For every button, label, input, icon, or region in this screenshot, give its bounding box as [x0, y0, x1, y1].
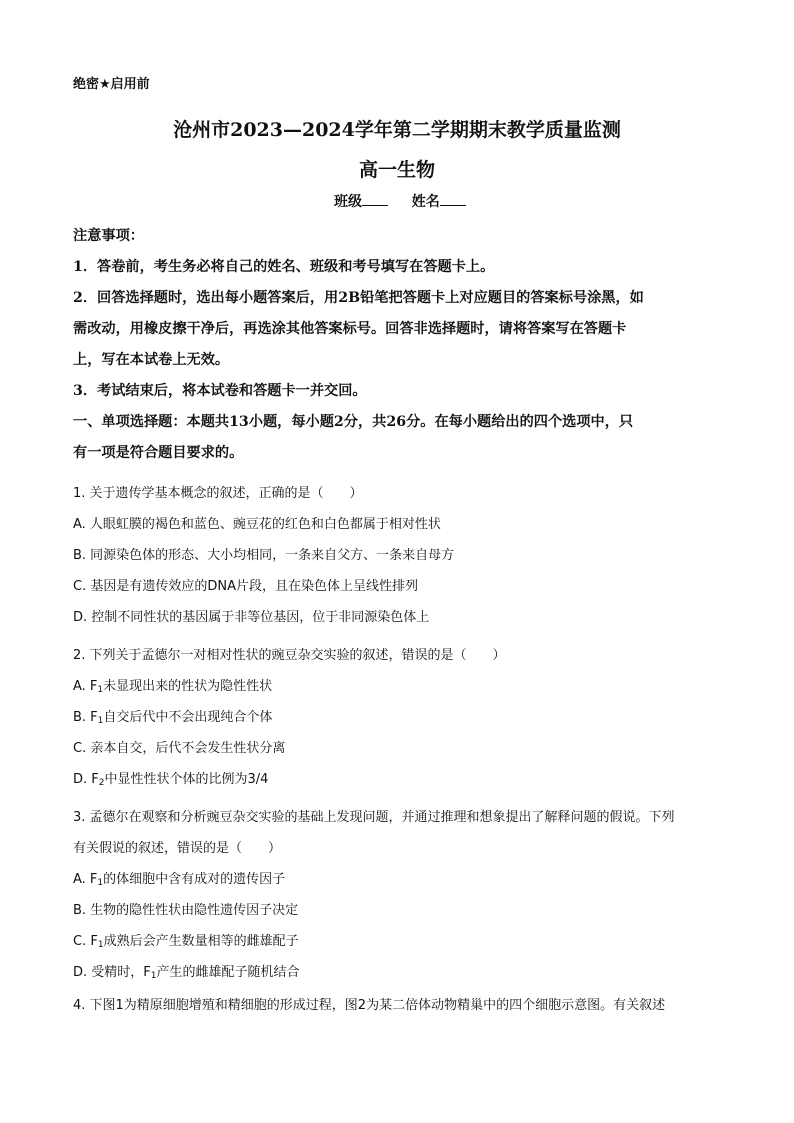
class-blank — [362, 192, 388, 206]
q4-stem-line-1: 4. 下图1为精原细胞增殖和精细胞的形成过程，图2为某二倍体动物精巢中的四个细胞示意图。有关叙述 — [73, 998, 666, 1013]
q2-a-subscript: 1 — [97, 685, 104, 695]
q2-d-subscript: 2 — [98, 778, 105, 788]
q2-option-a — [73, 675, 272, 695]
q3-option-d — [73, 961, 300, 981]
q3-option-a — [73, 868, 285, 888]
q3-a-prefix: A. F — [73, 872, 98, 887]
q3-d-prefix: D. 受精时，F — [73, 965, 151, 980]
q2-d-prefix: D. F — [73, 772, 99, 787]
q2-option-c: C. 亲本自交，后代不会发生性状分离 — [73, 741, 286, 756]
confidential-label: 绝密★启用前 — [73, 77, 150, 92]
q2-b-text: 自交后代中不会出现纯合个体 — [103, 710, 273, 725]
q2-b-subscript: 1 — [97, 716, 104, 726]
class-name-row — [334, 191, 466, 211]
note-3: 3．考试结束后，将本试卷和答题卡一并交回。 — [73, 383, 367, 399]
exam-title — [0, 115, 794, 142]
q3-c-subscript: 1 — [97, 940, 104, 950]
q3-d-subscript: 1 — [150, 971, 157, 981]
q2-b-prefix: B. F — [73, 710, 98, 725]
exam-title-text: 沧州市2023—2024学年第二学期期末教学质量监测 — [173, 119, 621, 141]
q3-a-text: 的体细胞中含有成对的遗传因子 — [103, 872, 286, 887]
name-label: 姓名 — [411, 194, 440, 210]
q3-c-text: 成熟后会产生数量相等的雌雄配子 — [103, 934, 299, 949]
q2-a-text: 未显现出来的性状为隐性性状 — [103, 679, 273, 694]
q3-d-text: 产生的雌雄配子随机结合 — [156, 965, 300, 980]
q1-option-a: A. 人眼虹膜的褐色和蓝色、豌豆花的红色和白色都属于相对性状 — [73, 517, 441, 532]
q1-option-b: B. 同源染色体的形态、大小均相同，一条来自父方、一条来自母方 — [73, 548, 455, 563]
section-heading-line-1: 一、单项选择题：本题共13小题，每小题2分，共26分。在每小题给出的四个选项中，只 — [73, 414, 634, 430]
q3-a-subscript: 1 — [97, 878, 104, 888]
q2-option-d — [73, 768, 268, 788]
section-heading-line-2: 有一项是符合题目要求的。 — [73, 445, 244, 461]
q3-stem-line-2: 有关假说的叙述，错误的是（ ） — [73, 841, 282, 856]
q3-option-b: B. 生物的隐性性状由隐性遗传因子决定 — [73, 903, 299, 918]
q3-stem-line-1: 3. 孟德尔在观察和分析豌豆杂交实验的基础上发现问题，并通过推理和想象提出了解释问题的假说。下列 — [73, 810, 675, 825]
subject-title-text: 高一生物 — [358, 159, 435, 181]
note-2-line-2: 需改动，用橡皮擦干净后，再选涂其他答案标号。回答非选择题时，请将答案写在答题卡 — [73, 321, 627, 337]
name-blank — [440, 192, 466, 206]
subject-title — [0, 155, 794, 182]
note-1: 1．答卷前，考生务必将自己的姓名、班级和考号填写在答题卡上。 — [73, 259, 495, 275]
note-2-line-1: 2．回答选择题时，选出每小题答案后，用2B铅笔把答题卡上对应题目的答案标号涂黑，如 — [73, 290, 644, 306]
q2-a-prefix: A. F — [73, 679, 98, 694]
class-label: 班级 — [334, 194, 362, 210]
q2-option-b — [73, 706, 272, 726]
q3-c-prefix: C. F — [73, 934, 98, 949]
q3-option-c — [73, 930, 299, 950]
note-2-line-3: 上，写在本试卷上无效。 — [73, 352, 230, 368]
q2-d-text: 中显性性状个体的比例为3/4 — [104, 772, 269, 787]
q2-stem: 2. 下列关于孟德尔一对相对性状的豌豆杂交实验的叙述，错误的是（ ） — [73, 648, 506, 663]
q1-option-d: D. 控制不同性状的基因属于非等位基因，位于非同源染色体上 — [73, 610, 430, 625]
notes-heading: 注意事项： — [73, 228, 144, 244]
q1-option-c: C. 基因是有遗传效应的DNA片段，且在染色体上呈线性排列 — [73, 579, 418, 594]
q1-stem: 1. 关于遗传学基本概念的叙述，正确的是（ ） — [73, 486, 363, 501]
